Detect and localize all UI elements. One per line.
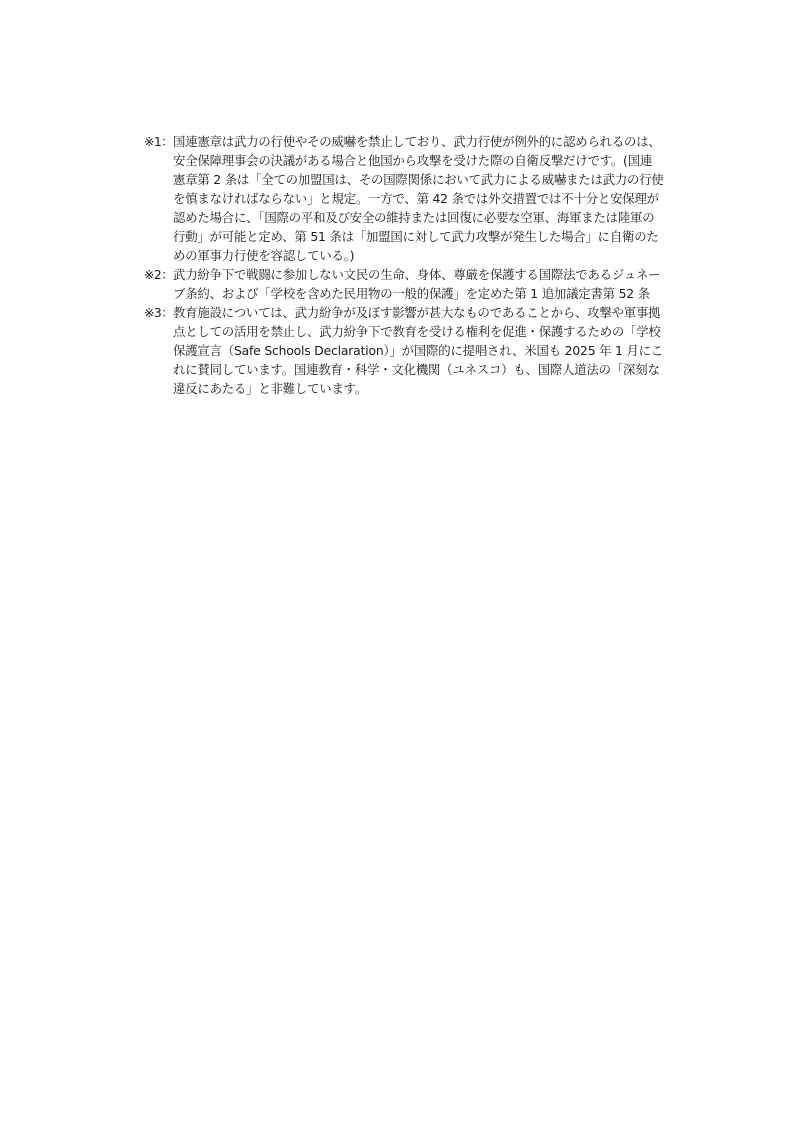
footnote-2-mark: ※2： bbox=[144, 267, 174, 282]
footnote-2-text: 武力紛争下で戦闘に参加しない文民の生命、身体、尊厳を保護する国際法であるジュネーブ条約、および「学校を含めた民用物の一般的保護」を定めた第 1 追加議定書第 52 条 bbox=[173, 267, 661, 301]
footnote-2 bbox=[144, 265, 664, 303]
footnotes-section bbox=[144, 132, 664, 398]
footnote-3-text: 教育施設については、武力紛争が及ぼす影響が甚大なものであることから、攻撃や軍事拠点としての活用を禁止し、武力紛争下で教育を受ける権利を促進・保護するための「学校保護宣言（Safe Schools Declaration）」が国際的に提唱され、米国も 2025 年 1 月にこれに賛同しています。国連教育・科学・文化機関（ユネスコ）も、国際人道法の「深刻な違反にあたる」と非難しています。 bbox=[173, 305, 664, 396]
footnote-1-mark: ※1： bbox=[144, 134, 174, 149]
footnote-3-mark: ※3： bbox=[144, 305, 174, 320]
footnote-3 bbox=[144, 303, 664, 398]
footnote-1-text: 国連憲章は武力の行使やその威嚇を禁止しており、武力行使が例外的に認められるのは、安全保障理事会の決議がある場合と他国から攻撃を受けた際の自衛反撃だけです。(国連憲章第 2 条は「全ての加盟国は、その国際関係において武力による威嚇または武力の行使を慎まなければならない」と規定。一方で、第 42 条では外交措置では不十分と安保理が認めた場合に、「国際の平和及び安全の維持または回復に必要な空軍、海軍または陸軍の行動」が可能と定め、第 51 条は「加盟国に対して武力攻撃が発生した場合」に自衛のための軍事力行使を容認している。) bbox=[173, 134, 664, 263]
footnote-1 bbox=[144, 132, 664, 265]
